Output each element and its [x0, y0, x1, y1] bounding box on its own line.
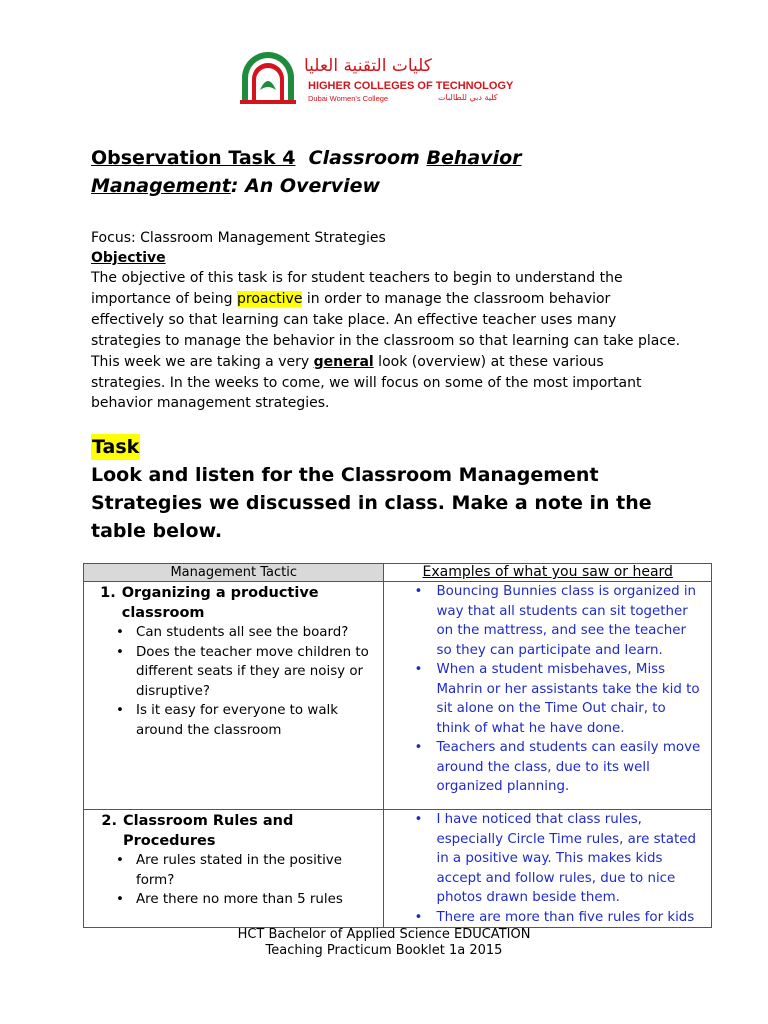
tactic-number: 1.	[100, 585, 116, 601]
logo-english-subtitle: Dubai Women's College	[308, 94, 389, 103]
examples-cell	[384, 810, 712, 928]
example-item: • Teachers and students can easily move around the class, due to its well organized planning.	[436, 738, 703, 797]
tactic-point: • Are there no more than 5 rules	[136, 890, 379, 910]
college-emblem-icon	[238, 50, 298, 106]
college-logo	[238, 50, 538, 106]
logo-english-title: HIGHER COLLEGES OF TECHNOLOGY	[308, 80, 514, 92]
footer-line-2: Teaching Practicum Booklet 1a 2015	[265, 943, 503, 958]
tactic-point: • Is it easy for everyone to walk around the classroom	[136, 701, 379, 740]
tactic-heading	[94, 812, 379, 851]
tactic-point: • Are rules stated in the positive form?	[136, 851, 379, 890]
tactic-points	[94, 623, 379, 740]
objective-heading: Objective	[91, 250, 166, 266]
tactic-heading	[94, 584, 379, 623]
observation-table	[83, 563, 712, 928]
logo-arabic-subtitle: كلية دبي للطالبات	[438, 93, 498, 102]
examples-list	[384, 810, 703, 927]
logo-arabic-title: كليات التقنية العليا	[304, 56, 432, 76]
table-row	[84, 582, 712, 810]
tactic-cell	[84, 810, 384, 928]
task-instructions: Look and listen for the Classroom Management Strategies we discussed in class. Make a note in the table below.	[91, 464, 652, 542]
tactic-heading-text: Organizing a productive classroom	[121, 585, 319, 621]
table-row	[84, 810, 712, 928]
tactic-point: • Does the teacher move children to different seats if they are noisy or disruptive?	[136, 643, 379, 702]
focus-line: Focus: Classroom Management Strategies	[91, 230, 386, 246]
footer-line-1: HCT Bachelor of Applied Science EDUCATION	[237, 927, 531, 942]
examples-cell	[384, 582, 712, 810]
title-overview: : An Overview	[230, 175, 381, 197]
paragraph-part-1: The objective of this task is for student teachers to begin to understand the importance of being	[91, 270, 623, 307]
header-examples: Examples of what you saw or heard	[384, 564, 712, 582]
tactic-cell	[84, 582, 384, 810]
tactic-point: • Can students all see the board?	[136, 623, 379, 643]
title-behavior: Behavior	[426, 147, 522, 169]
example-item: • When a student misbehaves, Miss Mahrin or her assistants take the kid to sit alone on the Time Out chair, to think of what he have done.	[436, 660, 703, 738]
example-item: • There are more than five rules for kids	[436, 908, 703, 928]
table-header-row	[84, 564, 712, 582]
title-management: Management	[91, 175, 231, 197]
example-item: • I have noticed that class rules, especially Circle Time rules, are stated in a positive way. This makes kids accept and follow rules, due to nice photos drawn beside them.	[436, 810, 703, 908]
bold-word: general	[313, 353, 374, 370]
examples-list	[384, 582, 703, 797]
tactic-number: 2.	[101, 813, 117, 829]
task-heading: Task	[92, 436, 140, 458]
paragraph-part-3: look (overview) at these various strategies. In the weeks to come, we will focus on some of the most important behavior management strategies.	[91, 353, 642, 412]
paragraph-part-2: in order to manage the classroom behavior effectively so that learning can take place. An effective teacher uses many strategies to manage the behavior in the classroom so that learning can take place. This week we are taking a very	[91, 290, 681, 370]
tactic-heading-text: Classroom Rules and Procedures	[122, 813, 294, 849]
header-management-tactic: Management Tactic	[84, 564, 384, 582]
highlighted-word: proactive	[236, 290, 303, 307]
page-footer	[0, 927, 768, 959]
objective-paragraph	[91, 268, 681, 414]
title-classroom: Classroom	[308, 147, 420, 169]
page-title	[91, 144, 611, 200]
example-item: • Bouncing Bunnies class is organized in way that all students can sit together on the mattress, and see the teacher so they can participate and learn.	[436, 582, 703, 660]
title-task-number: Observation Task 4	[91, 147, 296, 169]
tactic-points	[94, 851, 379, 910]
